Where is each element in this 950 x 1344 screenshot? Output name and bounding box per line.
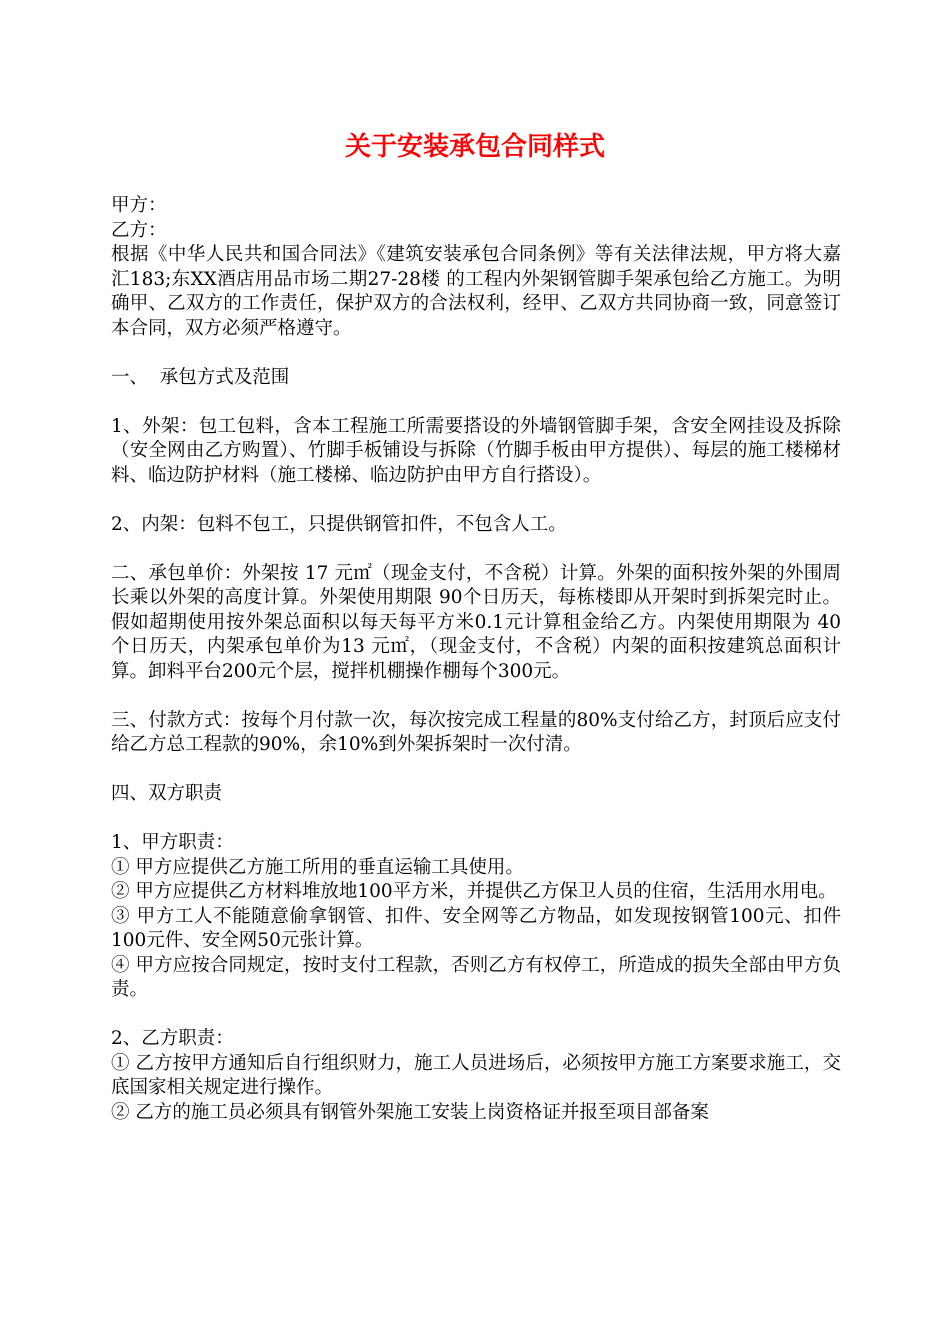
spacer (111, 758, 841, 783)
spacer (111, 684, 841, 709)
party-a-duty-4: ④ 甲方应按合同规定，按时支付工程款，否则乙方有权停工，所造成的损失全部由甲方负责。 (111, 954, 841, 1000)
section1-heading: 一、 承包方式及范围 (111, 366, 290, 388)
spacer (111, 390, 841, 415)
section2-paragraph: 二、承包单价：外架按 17 元㎡（现金支付，不含税）计算。外架的面积按外架的外围周长乘以外架的高度计算。外架使用期限 90个日历天，每栋楼即从开架时到拆架完时止。假如超期使用按外架总面积以每天每平方米0.1元计算租金给乙方。内架使用期限为 40 个日历天，内架承包单价为13 元㎡，（现金支付，不含税）内架的面积按建筑总面积计算。卸料平台200元个层，搅拌机棚操作棚每个300元。 (111, 562, 841, 682)
spacer (111, 488, 841, 513)
spacer (111, 537, 841, 562)
spacer (111, 807, 841, 832)
party-b-duty-1: ① 乙方按甲方通知后自行组织财力，施工人员进场后，必须按甲方施工方案要求施工，交底国家相关规定进行操作。 (111, 1052, 841, 1098)
section1-item2: 2、内架：包料不包工，只提供钢管扣件，不包含人工。 (111, 513, 567, 535)
party-a-duty-2: ② 甲方应提供乙方材料堆放地100平方米，并提供乙方保卫人员的住宿，生活用水用电。 (111, 881, 837, 902)
document-title: 关于安装承包合同样式 (344, 132, 605, 162)
spacer (111, 1003, 841, 1028)
document-body (111, 194, 841, 1125)
spacer (111, 341, 841, 366)
party-a-duty-1: ① 甲方应提供乙方施工所用的垂直运输工具使用。 (111, 856, 524, 878)
party-b-duties-heading: 2、乙方职责： (111, 1028, 234, 1049)
party-b-duty-2: ② 乙方的施工员必须具有钢管外架施工安装上岗资格证并报至项目部备案 (111, 1101, 709, 1123)
intro-paragraph: 根据《中华人民共和国合同法》《建筑安装承包合同条例》等有关法律法规，甲方将大嘉汇183;东XX酒店用品市场二期27-28楼 的工程内外架钢管脚手架承包给乙方施工。为明确甲、乙双方的工作责任，保护双方的合法权利，经甲、乙双方共同协商一致，同意签订本合同，双方必须严格遵守。 (111, 244, 841, 339)
party-a-label: 甲方： (111, 195, 167, 216)
section4-heading: 四、双方职责 (111, 783, 223, 804)
party-b-label: 乙方： (111, 219, 167, 241)
section3-paragraph: 三、付款方式：按每个月付款一次，每次按完成工程量的80%支付给乙方，封顶后应支付给乙方总工程款的90%，余10%到外架拆架时一次付清。 (111, 709, 841, 755)
party-a-duty-3: ③ 甲方工人不能随意偷拿钢管、扣件、安全网等乙方物品，如发现按钢管100元、扣件100元件、安全网50元张计算。 (111, 905, 841, 951)
party-a-duties-heading: 1、甲方职责： (111, 832, 234, 853)
section1-item1: 1、外架：包工包料，含本工程施工所需要搭设的外墙钢管脚手架，含安全网挂设及拆除（安全网由乙方购置）、竹脚手板铺设与拆除（竹脚手板由甲方提供）、每层的施工楼梯材料、临边防护材料（施工楼梯、临边防护由甲方自行搭设）。 (111, 415, 841, 486)
